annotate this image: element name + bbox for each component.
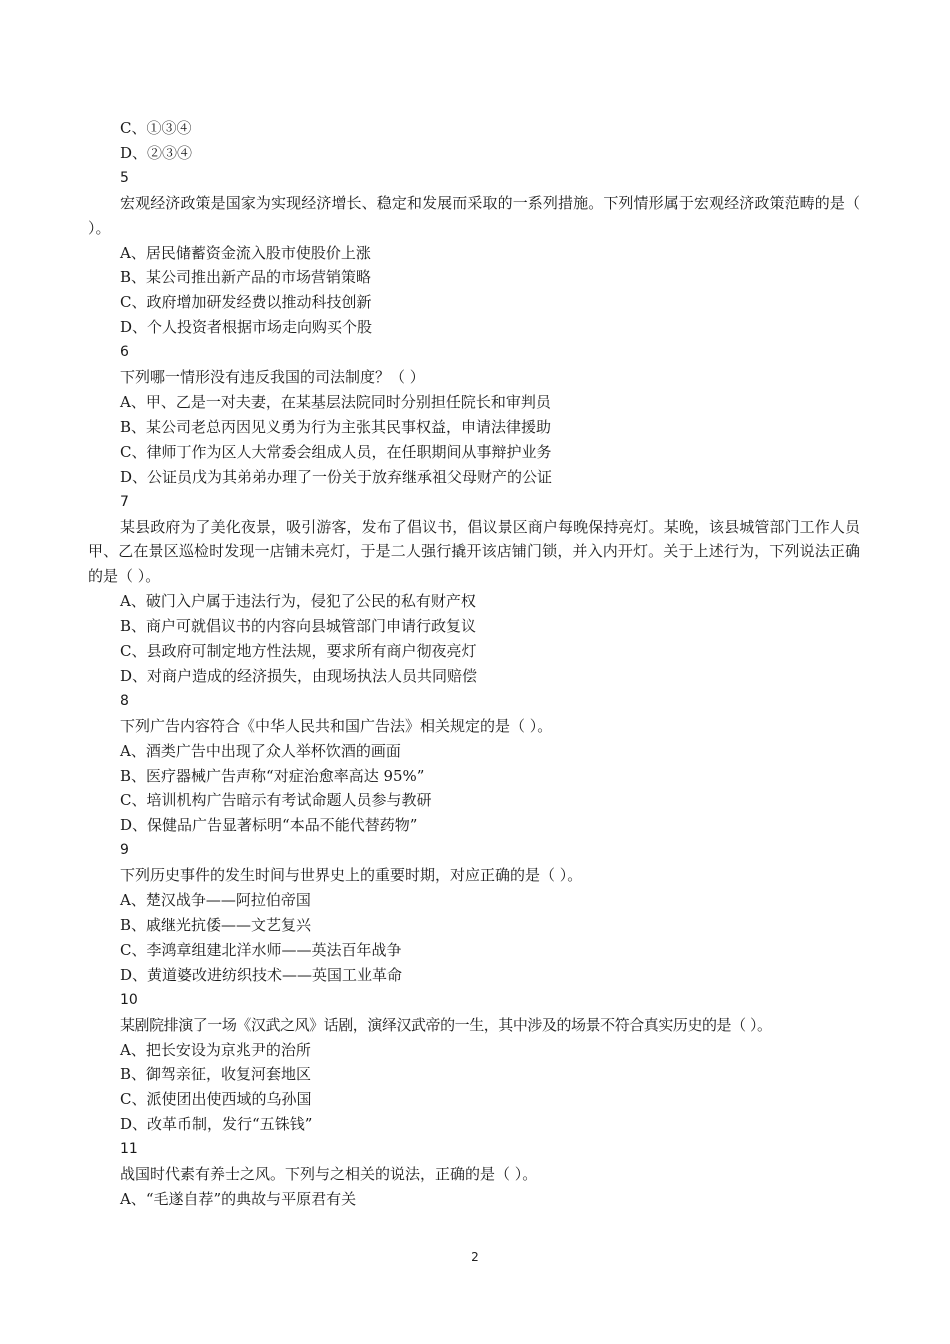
option-line: D、改革币制，发行“五铢钱”	[120, 1115, 313, 1134]
option-line: D、公证员戊为其弟弟办理了一份关于放弃继承祖父母财产的公证	[120, 467, 553, 486]
option-line: C、县政府可制定地方性法规，要求所有商户彻夜亮灯	[120, 642, 477, 661]
question-number: 6	[120, 344, 129, 361]
question-number: 11	[120, 1141, 138, 1158]
option-line: D、个人投资者根据市场走向购买个股	[120, 318, 373, 337]
option-line: D、保健品广告显著标明“本品不能代替药物”	[120, 816, 418, 835]
option-line: A、楚汉战争——阿拉伯帝国	[120, 891, 311, 910]
question-text: 下列广告内容符合《中华人民共和国广告法》相关规定的是（ ）。	[120, 716, 553, 735]
option-line: C、派使团出使西域的乌孙国	[120, 1090, 312, 1109]
option-line: A、甲、乙是一对夫妻，在某基层法院同时分别担任院长和审判员	[120, 392, 551, 411]
option-line: B、御驾亲征，收复河套地区	[120, 1065, 312, 1084]
option-line: A、把长安设为京兆尹的治所	[120, 1040, 311, 1059]
option-line: C、律师丁作为区人大常委会组成人员，在任职期间从事辩护业务	[120, 442, 552, 461]
question-text: 下列哪一情形没有违反我国的司法制度？（ ）	[120, 368, 425, 387]
question-text: 某剧院排演了一场《汉武之风》话剧，演绎汉武帝的一生，其中涉及的场景不符合真实历史的是（ ）。	[120, 1015, 772, 1034]
document-body	[88, 116, 860, 1212]
option-line: B、某公司老总丙因见义勇为行为主张其民事权益，申请法律援助	[120, 417, 552, 436]
question-text: 战国时代素有养士之风。下列与之相关的说法，正确的是（ ）。	[120, 1165, 538, 1184]
question-text: 宏观经济政策是国家为实现经济增长、稳定和发展而采取的一系列措施。下列情形属于宏观经济政策范畴的是（ ）。	[88, 193, 860, 237]
option-line: A、酒类广告中出现了众人举杯饮酒的画面	[120, 741, 401, 760]
option-line: B、某公司推出新产品的市场营销策略	[120, 268, 372, 287]
option-line: C、政府增加研发经费以推动科技创新	[120, 293, 372, 312]
option-line: C、①③④	[120, 119, 192, 137]
option-line: B、戚继光抗倭——文艺复兴	[120, 916, 312, 934]
option-line: B、医疗器械广告声称“对症治愈率高达 95%”	[120, 766, 425, 785]
question-number: 9	[120, 842, 129, 859]
question-text: 某县政府为了美化夜景，吸引游客，发布了倡议书，倡议景区商户每晚保持亮灯。某晚，该县城管部门工作人员甲、乙在景区巡检时发现一店铺未亮灯，于是二人强行撬开该店铺门锁，并入内开灯。关于上述行为，下列说法正确的是（ ）。	[88, 517, 860, 586]
question-number: 5	[120, 169, 129, 186]
option-line: D、黄道婆改进纺织技术——英国工业革命	[120, 965, 403, 984]
option-line: A、破门入户属于违法行为，侵犯了公民的私有财产权	[120, 592, 476, 611]
question-text: 下列历史事件的发生时间与世界史上的重要时期，对应正确的是（ ）。	[120, 866, 583, 885]
question-number: 8	[120, 692, 129, 709]
option-line: C、培训机构广告暗示有考试命题人员参与教研	[120, 791, 432, 810]
option-line: B、商户可就倡议书的内容向县城管部门申请行政复议	[120, 617, 477, 636]
option-line: D、对商户造成的经济损失，由现场执法人员共同赔偿	[120, 666, 478, 685]
question-number: 7	[120, 493, 129, 510]
option-line: D、②③④	[120, 143, 193, 162]
page-number: 2	[471, 1250, 479, 1264]
option-line: C、李鸿章组建北洋水师——英法百年战争	[120, 940, 402, 959]
question-number: 10	[120, 991, 138, 1008]
option-line: A、“毛遂自荐”的典故与平原君有关	[120, 1189, 357, 1208]
option-line: A、居民储蓄资金流入股市使股价上涨	[120, 243, 371, 262]
